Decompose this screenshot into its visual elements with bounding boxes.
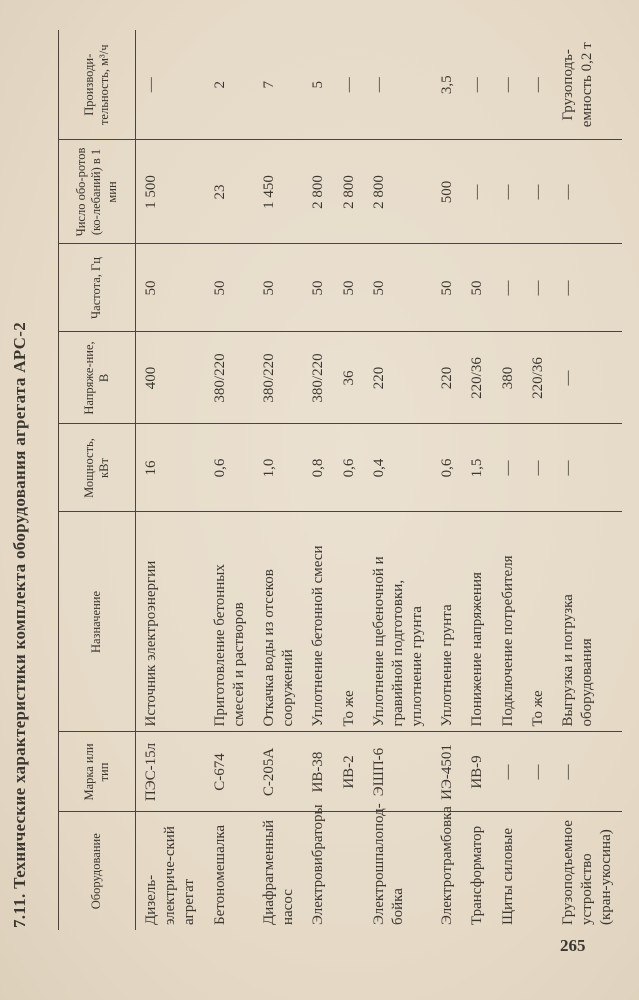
cell-voltage: 220/36	[523, 332, 553, 424]
cell-frequency: —	[553, 244, 622, 332]
header-row	[59, 30, 136, 930]
col-header-mark: Марка или тип	[59, 732, 136, 812]
cell-equipment: Электротрамбовка	[432, 812, 462, 930]
cell-voltage: 36	[334, 332, 364, 424]
col-header-productivity: Производи-тельность, м³/ч	[59, 30, 136, 140]
cell-power: 0,6	[432, 424, 462, 512]
cell-productivity: 3,5	[439, 75, 456, 95]
cell-frequency: 50	[462, 244, 492, 332]
cell-frequency: 50	[334, 244, 364, 332]
cell-frequency: 50	[254, 244, 303, 332]
cell-rpm: —	[462, 140, 492, 244]
cell-equipment: Электровибраторы	[303, 812, 333, 930]
cell-power: —	[523, 424, 553, 512]
table-row	[432, 30, 462, 930]
cell-equipment: Дизель-электриче-ский агрегат	[136, 812, 205, 930]
cell-frequency: 50	[432, 244, 462, 332]
cell-productivity: —	[143, 77, 159, 93]
cell-productivity: —	[340, 77, 357, 93]
equipment-table	[58, 30, 622, 930]
cell-frequency: 50	[136, 244, 205, 332]
table-title: 7.11. Технические характеристики комплекта оборудования агрегата АРС-2	[10, 321, 29, 928]
cell-purpose: Приготовление бетонных смесей и растворов	[205, 512, 254, 732]
cell-power: 1,0	[254, 424, 303, 512]
cell-voltage: —	[553, 332, 622, 424]
cell-voltage: 380/220	[303, 332, 333, 424]
cell-productivity: —	[370, 77, 387, 93]
col-header-frequency: Частота, Гц	[59, 244, 136, 332]
cell-mark: С-205А	[254, 732, 303, 812]
table-row	[493, 30, 523, 930]
table-row	[553, 30, 622, 930]
cell-power: —	[493, 424, 523, 512]
col-header-rpm: Число обо-ротов (ко-лебаний) в 1 мин	[59, 140, 136, 244]
table-row	[254, 30, 303, 930]
cell-equipment: Электрошпалопод-бойка	[364, 812, 433, 930]
cell-purpose: Выгрузка и погрузка оборудования	[553, 512, 622, 732]
cell-equipment	[334, 812, 364, 930]
cell-purpose: Уплотнение бетонной смеси	[303, 512, 333, 732]
cell-rpm: 2 800	[364, 140, 433, 244]
cell-frequency: 50	[303, 244, 333, 332]
table-row	[364, 30, 433, 930]
table-row	[462, 30, 492, 930]
cell-power: 0,6	[334, 424, 364, 512]
cell-productivity: —	[469, 77, 486, 93]
cell-frequency: —	[523, 244, 553, 332]
cell-rpm: —	[523, 140, 553, 244]
table-row	[136, 30, 205, 930]
cell-mark: ИЭ-4501	[432, 732, 462, 812]
cell-frequency: 50	[205, 244, 254, 332]
cell-voltage: 380/220	[205, 332, 254, 424]
table-row	[334, 30, 364, 930]
cell-purpose: Понижение напряжения	[462, 512, 492, 732]
cell-rpm: 1 450	[254, 140, 303, 244]
cell-purpose: Подключение потребителя	[493, 512, 523, 732]
cell-equipment	[523, 812, 553, 930]
table-row	[205, 30, 254, 930]
col-header-equipment: Оборудование	[59, 812, 136, 930]
cell-mark: С-674	[205, 732, 254, 812]
cell-power: 0,4	[364, 424, 433, 512]
page-number: 265	[560, 936, 586, 955]
cell-rpm: —	[553, 140, 622, 244]
cell-power: 0,8	[303, 424, 333, 512]
table-row	[523, 30, 553, 930]
cell-voltage: 400	[136, 332, 205, 424]
cell-power: —	[553, 424, 622, 512]
cell-equipment: Диафрагменный насос	[254, 812, 303, 930]
cell-equipment: Щиты силовые	[493, 812, 523, 930]
cell-rpm: 2 800	[334, 140, 364, 244]
cell-power: 1,5	[462, 424, 492, 512]
cell-voltage: 380	[493, 332, 523, 424]
cell-mark: —	[523, 732, 553, 812]
cell-mark: ПЭС-15л	[136, 732, 205, 812]
cell-equipment: Бетономешалка	[205, 812, 254, 930]
cell-productivity: Грузоподъ-емность 0,2 т	[560, 42, 596, 128]
table-row	[303, 30, 333, 930]
cell-frequency: —	[493, 244, 523, 332]
cell-voltage: 220	[364, 332, 433, 424]
cell-mark: ИВ-9	[462, 732, 492, 812]
cell-rpm: 23	[205, 140, 254, 244]
cell-voltage: 220/36	[462, 332, 492, 424]
cell-purpose: Откачка воды из отсеков сооружений	[254, 512, 303, 732]
cell-mark: —	[553, 732, 622, 812]
cell-productivity: 7	[260, 81, 277, 89]
cell-productivity: 2	[211, 81, 228, 89]
cell-power: 0,6	[205, 424, 254, 512]
cell-mark: ИВ-2	[334, 732, 364, 812]
cell-voltage: 380/220	[254, 332, 303, 424]
cell-mark: ИВ-38	[303, 732, 333, 812]
cell-rpm: —	[493, 140, 523, 244]
cell-rpm: 2 800	[303, 140, 333, 244]
cell-equipment: Трансформатор	[462, 812, 492, 930]
cell-voltage: 220	[432, 332, 462, 424]
cell-productivity: —	[499, 77, 516, 93]
cell-purpose: Источник электроэнергии	[136, 512, 205, 732]
cell-rpm: 500	[432, 140, 462, 244]
cell-mark: —	[493, 732, 523, 812]
cell-purpose: То же	[334, 512, 364, 732]
col-header-power: Мощность, кВт	[59, 424, 136, 512]
cell-rpm: 1 500	[136, 140, 205, 244]
cell-productivity: 5	[310, 81, 327, 89]
col-header-voltage: Напряже-ние, В	[59, 332, 136, 424]
cell-power: 16	[136, 424, 205, 512]
cell-purpose: Уплотнение щебеночной и гравийной подготовки, уплотнение грунта	[364, 512, 433, 732]
cell-productivity: —	[529, 77, 546, 93]
cell-equipment: Грузоподъемное устройство (кран-укосина)	[553, 812, 622, 930]
cell-frequency: 50	[364, 244, 433, 332]
col-header-purpose: Назначение	[59, 512, 136, 732]
cell-mark: ЭШП-6	[364, 732, 433, 812]
cell-purpose: То же	[523, 512, 553, 732]
cell-purpose: Уплотнение грунта	[432, 512, 462, 732]
